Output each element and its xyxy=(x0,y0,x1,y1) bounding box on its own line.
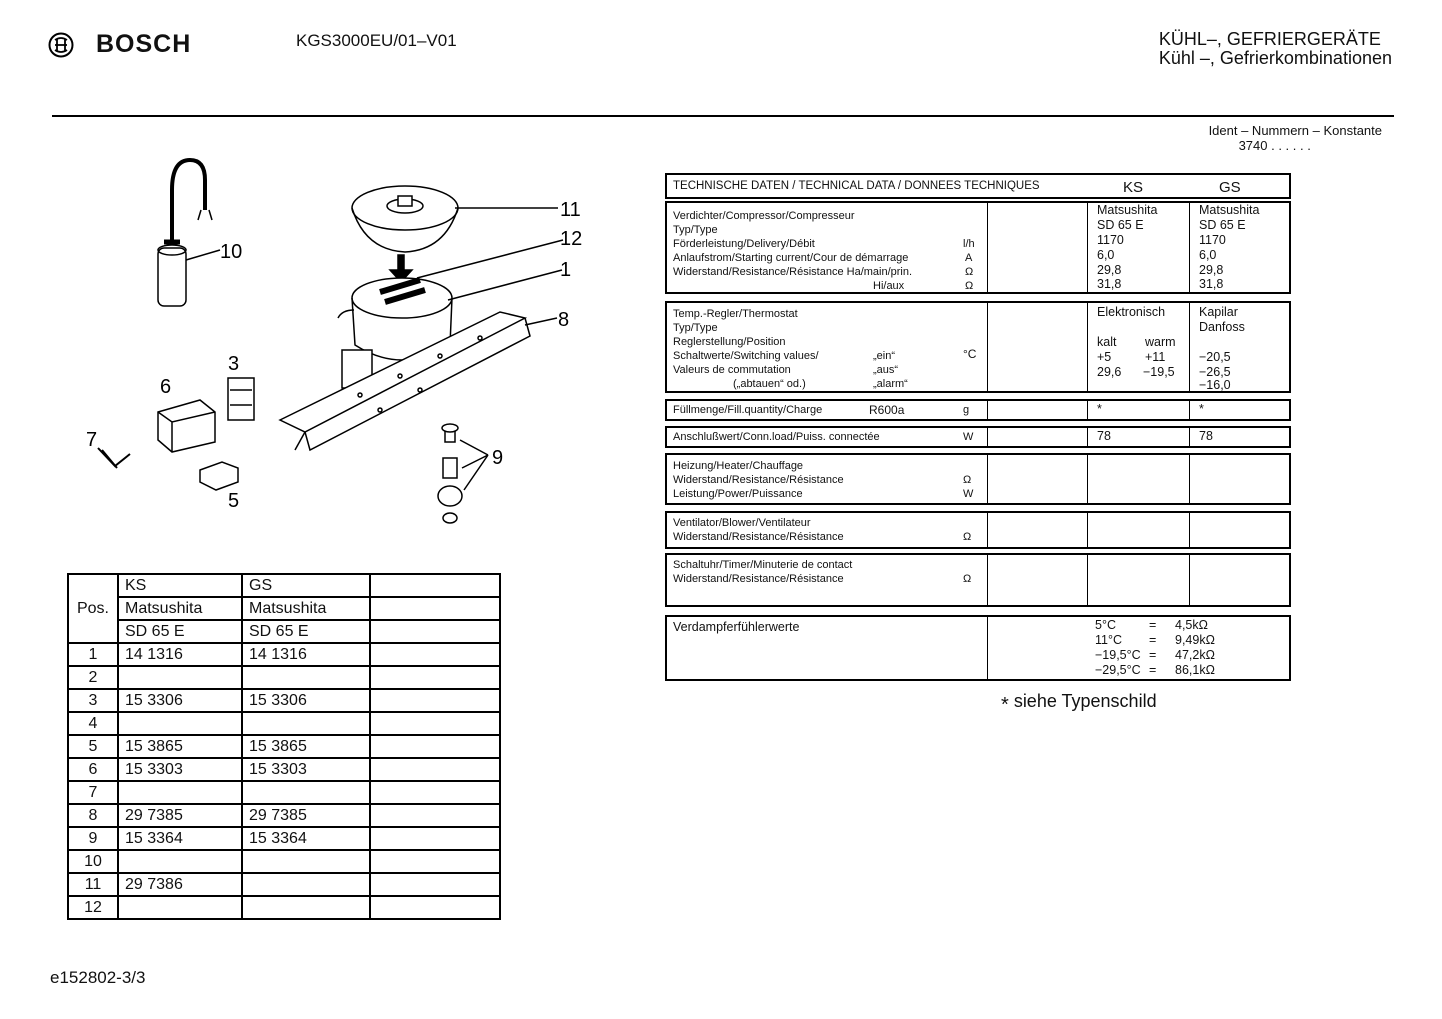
unit-celsius: °C xyxy=(963,347,977,361)
gs-compressor-value: Matsushita xyxy=(1199,203,1260,217)
gs-load: 78 xyxy=(1199,429,1213,443)
table-row xyxy=(68,758,500,781)
make-gs: Matsushita xyxy=(242,597,370,620)
part-number-gs: 15 3364 xyxy=(242,827,370,850)
pos-number: 11 xyxy=(68,873,118,896)
brand-name: BOSCH xyxy=(96,30,192,58)
table-row xyxy=(68,712,500,735)
refrigerant: R600a xyxy=(869,403,905,417)
pos-header: Pos. xyxy=(68,574,118,643)
sensor-r: 9,49kΩ xyxy=(1175,633,1215,647)
pos-number: 4 xyxy=(68,712,118,735)
ks-compressor-value: 29,8 xyxy=(1097,263,1122,277)
gs-charge: * xyxy=(1199,402,1204,416)
thermostat-type-label: Typ/Type xyxy=(673,322,718,334)
sensor-eq: = xyxy=(1149,633,1157,647)
load-row xyxy=(665,426,1291,448)
part-number-gs xyxy=(242,781,370,804)
part-number-ks: 15 3865 xyxy=(118,735,242,758)
table-row xyxy=(68,735,500,758)
ident-block xyxy=(1209,123,1382,153)
model-number: KGS3000EU/01–V01 xyxy=(296,31,457,50)
ks-ein-warm: +11 xyxy=(1145,350,1166,364)
pos-number: 12 xyxy=(68,896,118,919)
alarm-label: „alarm“ xyxy=(873,378,908,390)
part-number-ks xyxy=(118,781,242,804)
gs-thermostat-type-1: Kapilar xyxy=(1199,305,1238,319)
ks-load: 78 xyxy=(1097,429,1111,443)
sensor-eq: = xyxy=(1149,618,1157,632)
category-line-2: Kühl –, Gefrierkombinationen xyxy=(1158,48,1392,68)
footnote-star: * xyxy=(1001,694,1009,716)
charge-row xyxy=(665,399,1291,421)
part-number-ks xyxy=(118,712,242,735)
bosch-armature-icon xyxy=(48,32,74,58)
part-number-ks: 29 7386 xyxy=(118,873,242,896)
tech-col-ks: KS xyxy=(1123,179,1144,196)
unit-a: A xyxy=(965,252,973,264)
tech-header-row xyxy=(665,173,1291,199)
sensor-section xyxy=(665,615,1291,681)
pos-number: 7 xyxy=(68,781,118,804)
part-number-gs xyxy=(242,896,370,919)
callout-6: 6 xyxy=(160,376,172,398)
sensor-r: 4,5kΩ xyxy=(1175,618,1208,632)
table-row xyxy=(68,781,500,804)
delivery-label: Förderleistung/Delivery/Débit xyxy=(673,238,815,250)
ks-aus-kalt: 29,6 xyxy=(1097,365,1122,379)
timer-label: Schaltuhr/Timer/Minuterie de contact xyxy=(673,559,853,571)
parts-table xyxy=(67,573,501,920)
callout-3: 3 xyxy=(228,353,240,375)
part-number-ks: 29 7385 xyxy=(118,804,242,827)
footnote xyxy=(1001,691,1157,717)
part-number-ks: 15 3306 xyxy=(118,689,242,712)
unit-ohm: Ω xyxy=(963,531,972,543)
col-gs-header: GS xyxy=(242,574,370,597)
sensor-r: 86,1kΩ xyxy=(1175,663,1215,677)
aus-label: „aus“ xyxy=(873,364,899,376)
unit-g: g xyxy=(963,404,970,416)
exploded-parts-diagram xyxy=(80,150,620,545)
part-number-gs: 15 3865 xyxy=(242,735,370,758)
table-row xyxy=(68,666,500,689)
part-number-gs: 15 3303 xyxy=(242,758,370,781)
gs-compressor-value: 29,8 xyxy=(1199,263,1224,277)
cable-drawing xyxy=(172,160,205,242)
compressor-cover-drawing xyxy=(352,186,458,230)
ks-charge: * xyxy=(1097,402,1102,416)
part-number-gs: 14 1316 xyxy=(242,643,370,666)
table-row xyxy=(68,873,500,896)
table-row xyxy=(68,804,500,827)
compressor-section xyxy=(665,201,1291,294)
header-divider xyxy=(52,115,1394,117)
category-line-1: KÜHL–, GEFRIERGERÄTE xyxy=(1158,29,1381,49)
pos-number: 9 xyxy=(68,827,118,850)
part-number-ks: 15 3364 xyxy=(118,827,242,850)
callout-7: 7 xyxy=(86,429,98,451)
gs-aus: −26,5 xyxy=(1199,365,1231,379)
pos-number: 1 xyxy=(68,643,118,666)
resistance-main-label: Widerstand/Resistance/Résistance Ha/main/prin. xyxy=(673,266,913,278)
switching-values-label: Schaltwerte/Switching values/ xyxy=(673,350,819,362)
callout-1: 1 xyxy=(560,259,572,281)
col-ks-header: KS xyxy=(118,574,242,597)
charge-label: Füllmenge/Fill.quantity/Charge xyxy=(673,404,823,416)
part-number-gs xyxy=(242,850,370,873)
pos-number: 6 xyxy=(68,758,118,781)
unit-ohm: Ω xyxy=(965,266,974,278)
heater-power-label: Leistung/Power/Puissance xyxy=(673,488,803,500)
part-number-ks: 15 3303 xyxy=(118,758,242,781)
callout-10: 10 xyxy=(220,241,243,263)
part-number-ks xyxy=(118,666,242,689)
gs-alarm: −16,0 xyxy=(1199,378,1231,392)
sensor-r: 47,2kΩ xyxy=(1175,648,1215,662)
commutation-label: Valeurs de commutation xyxy=(673,364,791,376)
type-gs: SD 65 E xyxy=(242,620,370,643)
starting-current-label: Anlaufstrom/Starting current/Cour de démarrage xyxy=(673,252,909,264)
pos-number: 2 xyxy=(68,666,118,689)
callout-8: 8 xyxy=(558,309,570,331)
pos-number: 3 xyxy=(68,689,118,712)
gs-compressor-value: 6,0 xyxy=(1199,248,1217,262)
position-label: Reglerstellung/Position xyxy=(673,336,786,348)
gs-compressor-value: 31,8 xyxy=(1199,277,1224,291)
table-row xyxy=(68,850,500,873)
unit-lh: l/h xyxy=(963,238,975,250)
ks-warm-header: warm xyxy=(1145,335,1176,349)
sensor-t: 5°C xyxy=(1095,618,1116,632)
overload-protector-drawing xyxy=(158,400,215,452)
sensor-eq: = xyxy=(1149,663,1157,677)
part-number-ks xyxy=(118,850,242,873)
unit-ohm: Ω xyxy=(963,474,972,486)
part-number-ks xyxy=(118,896,242,919)
timer-resistance-label: Widerstand/Resistance/Résistance xyxy=(673,573,844,585)
starter-relay-drawing xyxy=(228,378,254,420)
pos-number: 8 xyxy=(68,804,118,827)
ks-ein-kalt: +5 xyxy=(1097,350,1112,364)
unit-ohm: Ω xyxy=(963,573,972,585)
load-label: Anschlußwert/Conn.load/Puiss. connectée xyxy=(673,431,880,443)
ident-label: Ident – Nummern – Konstante xyxy=(1208,123,1382,138)
gs-thermostat-type-2: Danfoss xyxy=(1199,320,1245,334)
compressor-type-label: Typ/Type xyxy=(673,224,718,236)
part-number-gs: 29 7385 xyxy=(242,804,370,827)
blower-section xyxy=(665,511,1291,549)
blower-resistance-label: Widerstand/Resistance/Résistance xyxy=(673,531,844,543)
part-number-ks: 14 1316 xyxy=(118,643,242,666)
gs-ein: −20,5 xyxy=(1199,350,1231,364)
capacitor-drawing xyxy=(158,248,186,306)
table-row xyxy=(68,827,500,850)
type-ks: SD 65 E xyxy=(118,620,242,643)
category-title xyxy=(1159,30,1392,68)
sleeve-drawing xyxy=(443,458,457,478)
ks-compressor-value: 1170 xyxy=(1097,233,1124,247)
footnote-text: siehe Typenschild xyxy=(1013,691,1157,711)
resistance-aux-label: Hi/aux xyxy=(873,280,905,292)
callout-11: 11 xyxy=(560,199,581,221)
ks-kalt-header: kalt xyxy=(1097,335,1117,349)
part-number-gs: 15 3306 xyxy=(242,689,370,712)
sensor-t: −29,5°C xyxy=(1095,663,1141,677)
unit-w: W xyxy=(963,488,974,500)
heater-label: Heizung/Heater/Chauffage xyxy=(673,460,804,472)
part-number-gs xyxy=(242,873,370,896)
heater-resistance-label: Widerstand/Resistance/Résistance xyxy=(673,474,844,486)
thermostat-section xyxy=(665,301,1291,393)
rubber-foot-drawing xyxy=(438,486,462,506)
sensor-t: −19,5°C xyxy=(1095,648,1141,662)
gs-compressor-value: 1170 xyxy=(1199,233,1226,247)
callout-5: 5 xyxy=(228,490,240,512)
tech-title: TECHNISCHE DATEN / TECHNICAL DATA / DONNEES TECHNIQUES xyxy=(673,180,1040,192)
sensor-eq: = xyxy=(1149,648,1157,662)
ks-thermostat-type: Elektronisch xyxy=(1097,305,1166,319)
ks-aus-warm: −19,5 xyxy=(1143,365,1175,379)
document-id: e152802-3/3 xyxy=(50,968,146,987)
heater-section xyxy=(665,453,1291,505)
ein-label: „ein“ xyxy=(873,350,896,362)
ks-compressor-value: 6,0 xyxy=(1097,248,1115,262)
blower-label: Ventilator/Blower/Ventilateur xyxy=(673,517,811,529)
ks-compressor-value: 31,8 xyxy=(1097,277,1122,291)
ks-compressor-value: SD 65 E xyxy=(1097,218,1144,232)
ks-compressor-value: Matsushita xyxy=(1097,203,1158,217)
sensor-t: 11°C xyxy=(1095,633,1123,647)
unit-ohm: Ω xyxy=(965,280,974,292)
make-ks: Matsushita xyxy=(118,597,242,620)
table-row xyxy=(68,689,500,712)
callout-9: 9 xyxy=(492,447,504,469)
clip-drawing xyxy=(98,448,130,468)
timer-section xyxy=(665,553,1291,607)
pos-number: 10 xyxy=(68,850,118,873)
pos-number: 5 xyxy=(68,735,118,758)
table-row xyxy=(68,643,500,666)
terminal-cover-drawing xyxy=(200,462,238,490)
gs-compressor-value: SD 65 E xyxy=(1199,218,1246,232)
thermostat-label: Temp.-Regler/Thermostat xyxy=(673,308,798,320)
table-row xyxy=(68,896,500,919)
part-number-gs xyxy=(242,712,370,735)
callout-12: 12 xyxy=(560,228,583,250)
compressor-label: Verdichter/Compressor/Compresseur xyxy=(673,210,855,222)
sensor-label: Verdampferfühlerwerte xyxy=(673,620,800,634)
tech-col-gs: GS xyxy=(1219,179,1241,196)
brand-logo xyxy=(48,30,191,59)
ident-value: 3740 . . . . . . xyxy=(1238,138,1311,153)
defrost-label: („abtauen“ od.) xyxy=(733,378,806,390)
unit-w: W xyxy=(963,431,974,443)
part-number-gs xyxy=(242,666,370,689)
mounting-rail-drawing xyxy=(280,312,525,432)
